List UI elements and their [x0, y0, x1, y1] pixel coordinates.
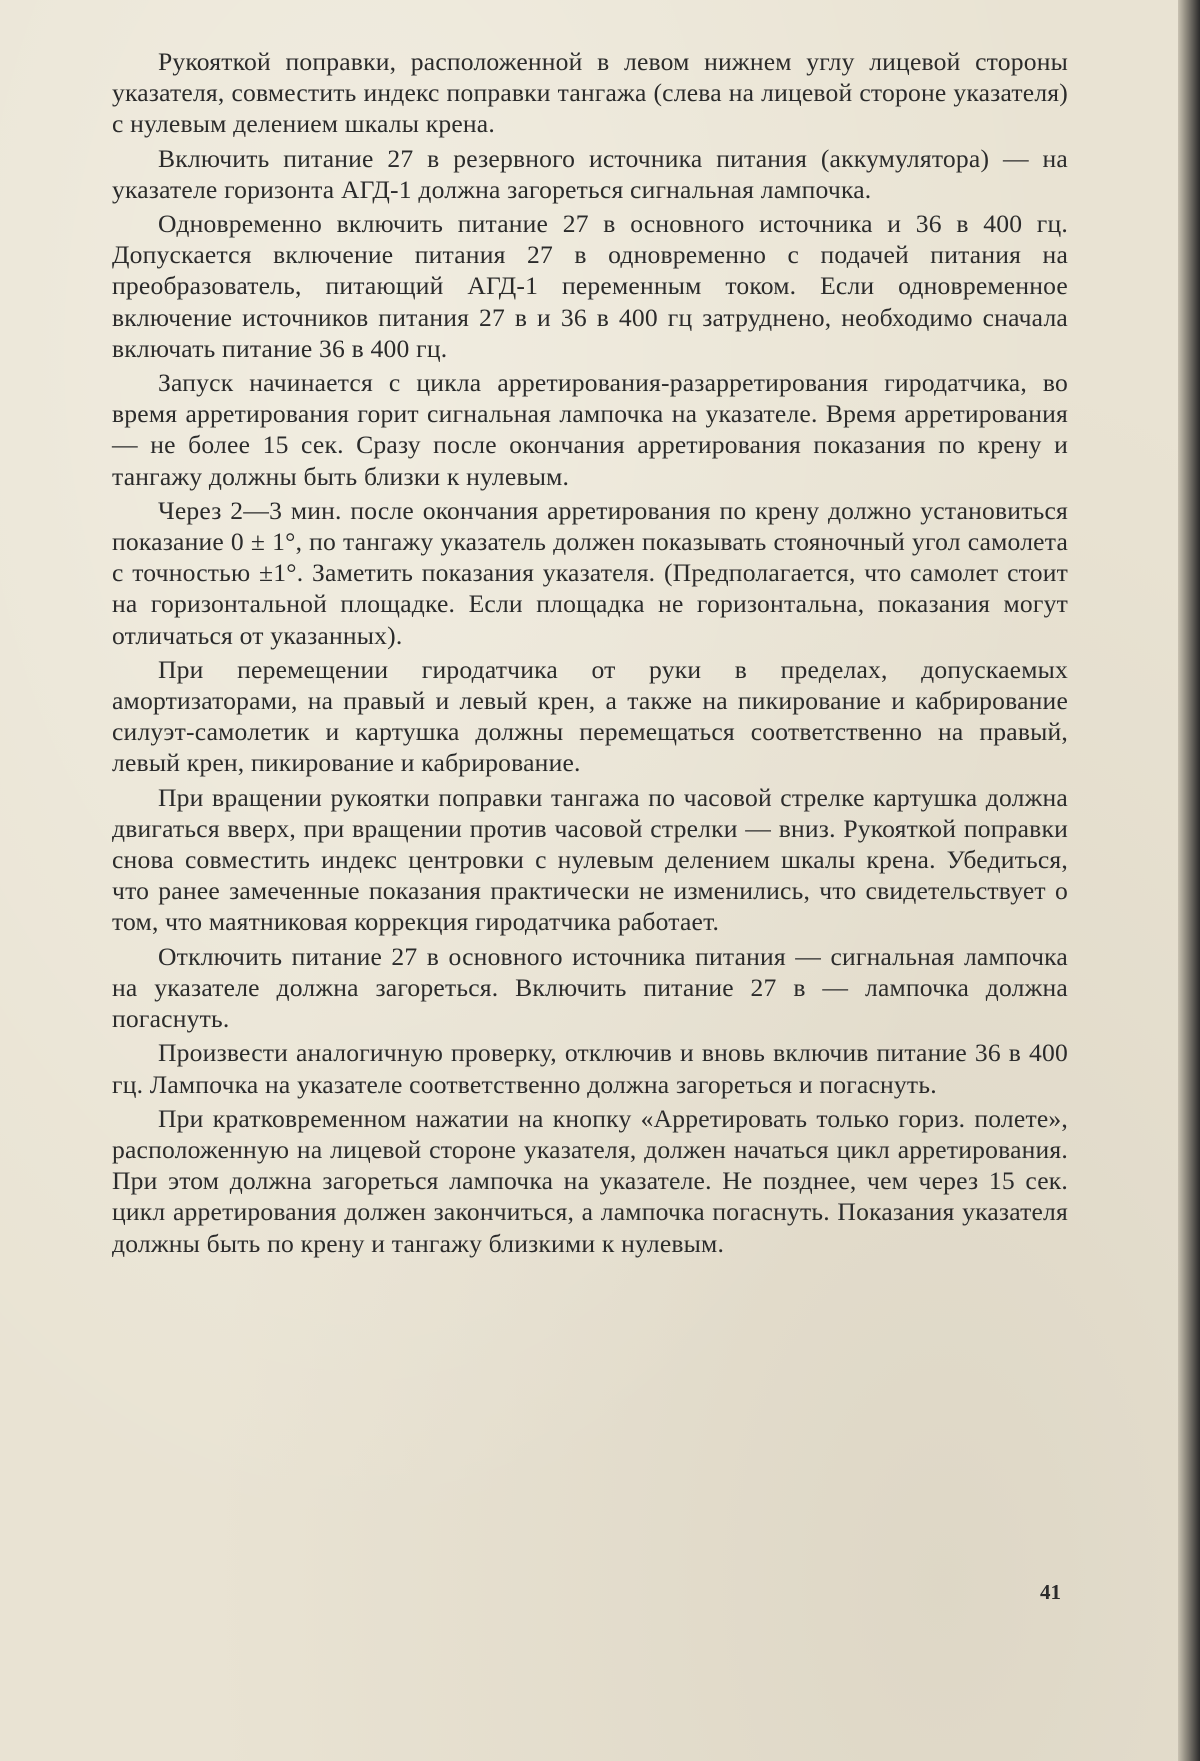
paragraph-main-power: Одновременно включить питание 27 в основного источника и 36 в 400 гц. Допускается включение питания 27 в одновременно с подачей питания на преобразователь, питающий АГД-1 переменным током. Если одновременное включение источников питания 27 в и 36 в 400 гц затруднено, необходимо сначала включать питание 36 в 400 гц.	[112, 209, 1068, 363]
paragraph-pitch-correction: Рукояткой поправки, расположенной в левом нижнем углу лицевой стороны указателя, совместить индекс поправки тангажа (слева на лицевой стороне указателя) с нулевым делением шкалы крена.	[112, 47, 1068, 139]
paragraph-reserve-power: Включить питание 27 в резервного источника питания (аккумулятора) — на указателе горизонта АГД-1 должна загореться сигнальная лампочка.	[112, 143, 1068, 204]
paragraph-power-off-36v: Произвести аналогичную проверку, отключив и вновь включив питание 36 в 400 гц. Лампочка на указателе соответственно должна загореться и погаснуть.	[112, 1038, 1068, 1099]
paragraph-caging-cycle: Запуск начинается с цикла арретирования-разарретирования гиродатчика, во время арретирования горит сигнальная лампочка на указателе. Время арретирования — не более 15 сек. Сразу после окончания арретирования показания по крену и тангажу должны быть близки к нулевым.	[112, 368, 1068, 491]
paragraph-gyro-movement: При перемещении гиродатчика от руки в пределах, допускаемых амортизаторами, на правый и левый крен, а также на пикирование и кабрирование силуэт-самолетик и картушка должны перемещаться соответственно на правый, левый крен, пикирование и кабрирование.	[112, 654, 1068, 778]
paragraph-power-off-27v: Отключить питание 27 в основного источника питания — сигнальная лампочка на указателе должна загореться. Включить питание 27 в — лампочка должна погаснуть.	[112, 941, 1068, 1034]
page-edge	[1178, 0, 1200, 1761]
paragraph-cage-button: При кратковременном нажатии на кнопку «Арретировать только гориз. полете», расположенную на лицевой стороне указателя, должен начаться цикл арретирования. При этом должна загореться лампочка на указателе. Не позднее, чем через 15 сек. цикл арретирования должен закончиться, а лампочка погаснуть. Показания указателя должны быть по крену и тангажу близкими к нулевым.	[112, 1103, 1068, 1258]
paragraph-after-caging: Через 2—3 мин. после окончания арретирования по крену должно установиться показание 0 ± 1°, по тангажу указатель должен показывать стояночный угол самолета с точностью ±1°. Заметить показания указателя. (Предполагается, что самолет стоит на горизонтальной площадке. Если площадка не горизонтальна, показания могут отличаться от указанных).	[112, 495, 1068, 650]
paragraph-pitch-knob: При вращении рукоятки поправки тангажа по часовой стрелке картушка должна двигаться вверх, при вращении против часовой стрелки — вниз. Рукояткой поправки снова совместить индекс центровки с нулевым делением шкалы крена. Убедиться, что ранее замеченные показания практически не изменились, что свидетельствует о том, что маятниковая коррекция гиродатчика работает.	[112, 782, 1068, 937]
page-text	[112, 46, 1068, 1262]
page-number: 41	[1040, 1580, 1061, 1604]
